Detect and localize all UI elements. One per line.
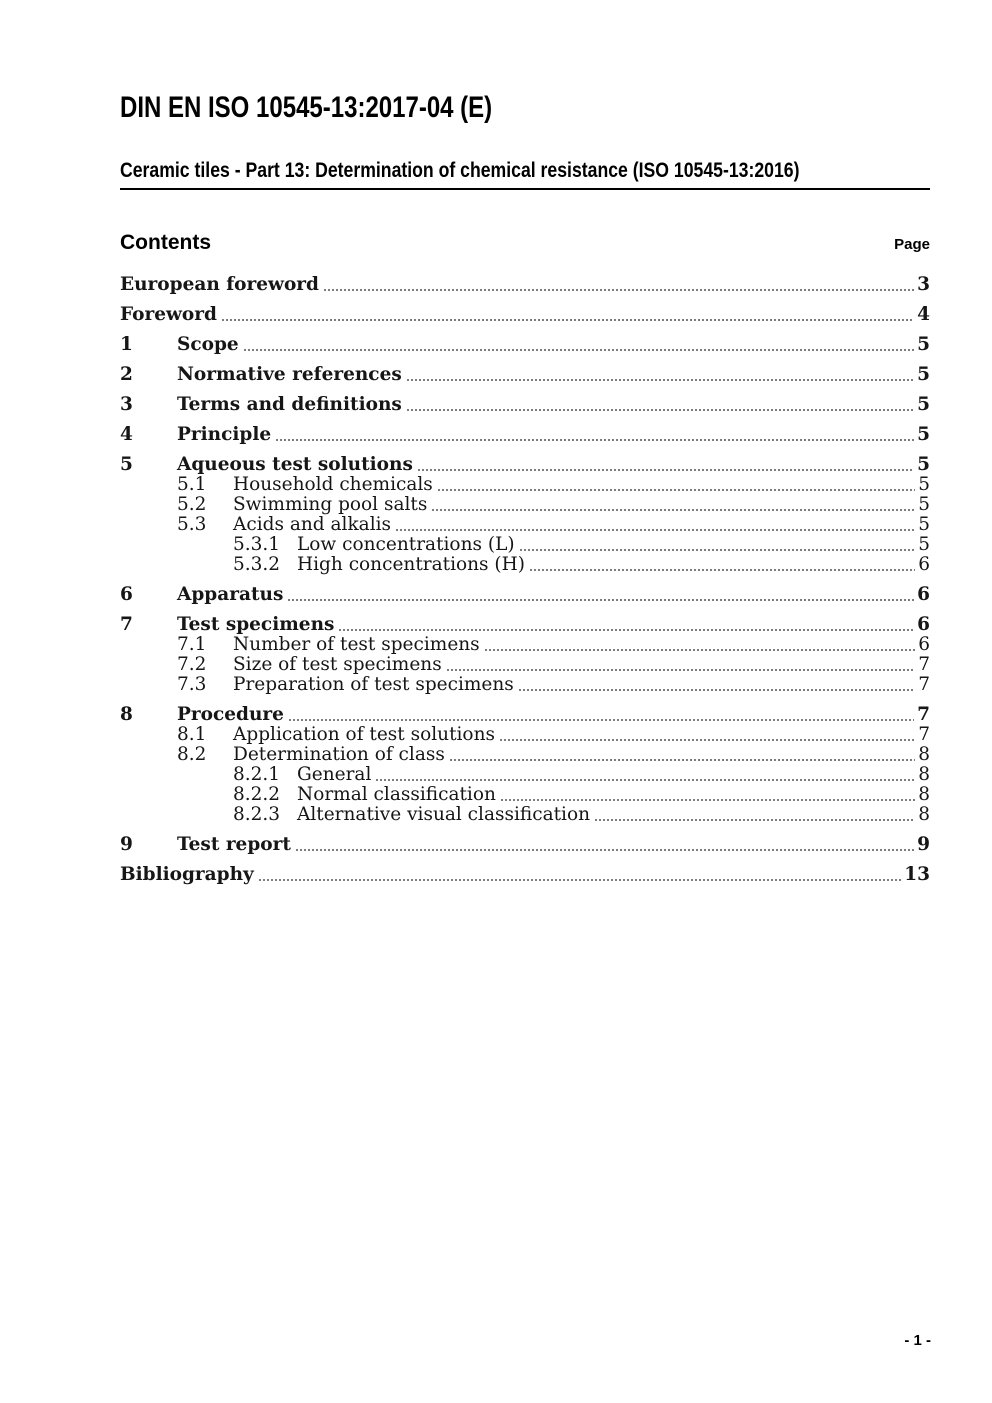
document-subtitle <box>120 158 930 190</box>
toc-entry-page: 4 <box>917 304 930 325</box>
toc-entry-label: High concentrations (H) <box>297 554 525 575</box>
dotted-leader <box>447 669 916 671</box>
toc-entry-page: 8 <box>918 744 930 765</box>
toc-entry-number: 8.2.3 <box>233 804 281 825</box>
contents-heading: Contents <box>120 231 211 254</box>
dotted-leader <box>432 509 915 511</box>
toc-entry-number: 7.1 <box>177 634 207 655</box>
toc-entry[interactable] <box>120 515 930 535</box>
toc-entry[interactable] <box>120 725 930 745</box>
dotted-leader <box>500 739 915 741</box>
toc-entry-number: 4 <box>120 424 133 445</box>
toc-entry[interactable] <box>120 305 930 325</box>
toc-entry[interactable] <box>120 475 930 495</box>
toc-entry[interactable] <box>120 705 930 725</box>
toc-entry[interactable] <box>120 635 930 655</box>
dotted-leader <box>485 649 916 651</box>
toc-entry[interactable] <box>120 335 930 355</box>
toc-entry[interactable] <box>120 655 930 675</box>
toc-entry-label: Aqueous test solutions <box>177 454 413 475</box>
toc-entry-page: 6 <box>918 634 930 655</box>
toc-entry-label: Household chemicals <box>233 474 433 495</box>
toc-entry-label: European foreword <box>120 274 319 295</box>
toc-entry-number: 3 <box>120 394 133 415</box>
toc-entry-number: 5.2 <box>177 494 207 515</box>
toc-entry[interactable] <box>120 425 930 445</box>
toc-entry-page: 6 <box>917 584 930 605</box>
toc-entry[interactable] <box>120 835 930 855</box>
toc-entry[interactable] <box>120 765 930 785</box>
dotted-leader <box>501 799 915 801</box>
toc-entry-label: Determination of class <box>233 744 445 765</box>
toc-entry-label: Terms and definitions <box>177 394 402 415</box>
toc-entry-label: Test specimens <box>177 614 335 635</box>
toc-entry-page: 5 <box>917 454 930 475</box>
toc-entry[interactable] <box>120 275 930 295</box>
page-column-label: Page <box>894 236 930 253</box>
dotted-leader <box>376 779 915 781</box>
dotted-leader <box>450 759 915 761</box>
toc-entry-page: 13 <box>904 864 930 885</box>
toc-entry-number: 8.1 <box>177 724 207 745</box>
document-subtitle-text: Ceramic tiles - Part 13: Determination of chemical resistance (ISO 10545-13:2016) <box>120 159 800 182</box>
toc-entry[interactable] <box>120 495 930 515</box>
toc-entry-page: 7 <box>918 674 930 695</box>
toc-entry-label: Normative references <box>177 364 402 385</box>
toc-entry-page: 5 <box>918 514 930 535</box>
toc-entry[interactable] <box>120 865 930 885</box>
toc-entry-page: 5 <box>917 394 930 415</box>
dotted-leader <box>288 599 914 601</box>
toc-entry-number: 6 <box>120 584 133 605</box>
toc-entry-number: 8.2.2 <box>233 784 281 805</box>
dotted-leader <box>276 439 914 441</box>
toc-entry-page: 6 <box>917 614 930 635</box>
toc-entry-number: 7 <box>120 614 133 635</box>
page-content <box>120 0 930 885</box>
toc-entry-number: 9 <box>120 834 133 855</box>
toc-entry-number: 5.1 <box>177 474 207 495</box>
toc-entry-number: 8.2 <box>177 744 207 765</box>
toc-entry-page: 8 <box>918 784 930 805</box>
toc-entry-label: Procedure <box>177 704 284 725</box>
toc-entry-label: Application of test solutions <box>233 724 495 745</box>
dotted-leader <box>530 569 915 571</box>
dotted-leader <box>396 529 915 531</box>
toc-entry-label: Number of test specimens <box>233 634 480 655</box>
dotted-leader <box>438 489 915 491</box>
toc-entry[interactable] <box>120 365 930 385</box>
toc-entry-page: 5 <box>917 424 930 445</box>
toc-entry-label: Acids and alkalis <box>233 514 392 535</box>
document-title <box>120 90 930 126</box>
toc-entry-number: 7.2 <box>177 654 207 675</box>
toc-entry-page: 5 <box>917 364 930 385</box>
toc-entry-label: Swimming pool salts <box>233 494 428 515</box>
toc-entry[interactable] <box>120 395 930 415</box>
toc-entry[interactable] <box>120 585 930 605</box>
dotted-leader <box>259 879 901 881</box>
toc-entry-page: 7 <box>917 704 930 725</box>
toc-entry-page: 7 <box>918 654 930 675</box>
toc-entry-page: 9 <box>917 834 930 855</box>
toc-entry-page: 3 <box>917 274 930 295</box>
toc-entry-label: Apparatus <box>177 584 284 605</box>
toc-entry[interactable] <box>120 455 930 475</box>
page-number-footer: - 1 - <box>904 1332 931 1349</box>
toc-entry-label: Bibliography <box>120 864 254 885</box>
toc-entry-page: 5 <box>918 474 930 495</box>
dotted-leader <box>222 319 914 321</box>
dotted-leader <box>296 849 914 851</box>
toc-list <box>120 275 930 885</box>
toc-entry-label: Test report <box>177 834 291 855</box>
toc-entry-page: 6 <box>918 554 930 575</box>
toc-entry-page: 8 <box>918 764 930 785</box>
toc-entry-label: Low concentrations (L) <box>297 534 515 555</box>
toc-entry-number: 7.3 <box>177 674 207 695</box>
contents-header-row <box>120 230 930 258</box>
dotted-leader <box>324 289 914 291</box>
dotted-leader <box>407 379 914 381</box>
toc-entry[interactable] <box>120 675 930 695</box>
toc-entry-number: 2 <box>120 364 133 385</box>
toc-entry[interactable] <box>120 785 930 805</box>
toc-entry-label: Scope <box>177 334 239 355</box>
toc-entry-label: Normal classification <box>297 784 496 805</box>
toc-entry-label: Principle <box>177 424 272 445</box>
toc-entry-page: 5 <box>918 494 930 515</box>
toc-entry-label: Alternative visual classification <box>297 804 591 825</box>
toc-entry-page: 5 <box>918 534 930 555</box>
toc-entry-label: Preparation of test specimens <box>233 674 514 695</box>
toc-entry-label: Size of test specimens <box>233 654 442 675</box>
toc-entry-page: 7 <box>918 724 930 745</box>
toc-entry-number: 5.3.2 <box>233 554 281 575</box>
toc-entry-label: Foreword <box>120 304 217 325</box>
dotted-leader <box>520 549 916 551</box>
dotted-leader <box>244 349 914 351</box>
document-title-text: DIN EN ISO 10545-13:2017-04 (E) <box>120 91 493 124</box>
toc-entry-number: 5.3 <box>177 514 207 535</box>
dotted-leader <box>595 819 915 821</box>
dotted-leader <box>418 469 914 471</box>
toc-entry-number: 5.3.1 <box>233 534 281 555</box>
dotted-leader <box>339 629 914 631</box>
toc-entry[interactable] <box>120 535 930 555</box>
dotted-leader <box>289 719 914 721</box>
toc-entry[interactable] <box>120 555 930 575</box>
toc-entry-page: 8 <box>918 804 930 825</box>
toc-entry-number: 5 <box>120 454 133 475</box>
toc-entry-label: General <box>297 764 372 785</box>
toc-entry-page: 5 <box>917 334 930 355</box>
toc-entry[interactable] <box>120 805 930 825</box>
dotted-leader <box>407 409 914 411</box>
toc-entry-number: 8.2.1 <box>233 764 281 785</box>
toc-entry-number: 1 <box>120 334 133 355</box>
toc-entry-number: 8 <box>120 704 133 725</box>
toc-entry[interactable] <box>120 745 930 765</box>
toc-entry[interactable] <box>120 615 930 635</box>
dotted-leader <box>519 689 915 691</box>
